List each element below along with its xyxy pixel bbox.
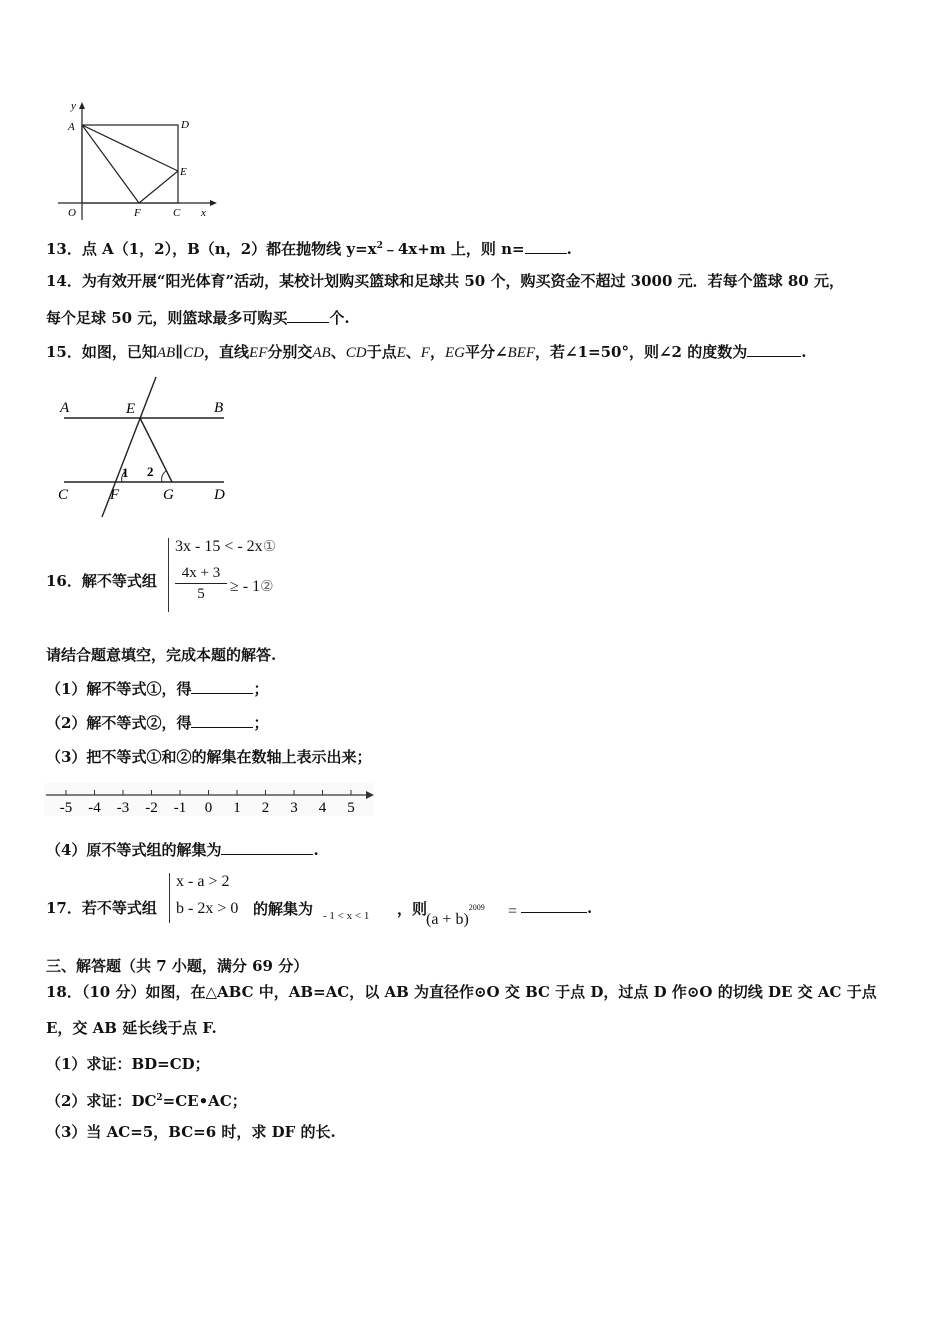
tick-label: 5 bbox=[347, 800, 355, 816]
q16-step-4: （4）原不等式组的解集为 . bbox=[46, 841, 319, 859]
label-a: A bbox=[60, 400, 70, 416]
tick-label: 0 bbox=[204, 800, 213, 816]
tick-label: 3 bbox=[290, 800, 298, 816]
section-3-title: 三、解答题（共 7 小题，满分 69 分） bbox=[46, 957, 309, 975]
tick-label: 2 bbox=[261, 800, 270, 816]
question-15: 15．如图，已知AB∥CD，直线EF分别交AB、CD于点E、F，EG平分∠BEF，若∠1=50°，则∠2 的度数为 . bbox=[46, 343, 807, 361]
q15-answer-blank[interactable] bbox=[747, 342, 801, 357]
q18-line2: E，交 AB 延长线于点 F. bbox=[46, 1019, 217, 1037]
label-y: y bbox=[71, 100, 76, 112]
number-line[interactable] bbox=[44, 783, 379, 819]
q17-expression: $(a + b)^{2009}$ bbox=[426, 903, 485, 928]
q17-mid: 的解集为 bbox=[253, 900, 314, 918]
q16-step-3: （3）把不等式①和②的解集在数轴上表示出来； bbox=[46, 748, 372, 766]
q18-part3: （3）当 AC=5，BC=6 时，求 DF 的长. bbox=[46, 1123, 336, 1141]
q18-line1: 18．（10 分）如图，在△ABC 中，AB=AC，以 AB 为直径作⊙O 交 BC 于点 D，过点 D 作⊙O 的切线 DE 交 AC 于点 bbox=[46, 983, 877, 1001]
q16-numerator: 4x + 3 bbox=[175, 565, 227, 584]
label-d: D bbox=[214, 487, 225, 503]
q13-superscript: 2 bbox=[376, 241, 383, 251]
question-14-line1: 14．为有效开展“阳光体育”活动，某校计划购买篮球和足球共 50 个，购买资金不超过 3000 元．若每个篮球 80 元， bbox=[46, 272, 844, 290]
q16-step2-blank[interactable] bbox=[191, 713, 253, 728]
q13-answer-blank[interactable] bbox=[525, 239, 567, 254]
label-c: C bbox=[173, 207, 181, 219]
label-f: F bbox=[110, 487, 120, 503]
label-c: C bbox=[58, 487, 69, 503]
q16-intro: 请结合题意填空，完成本题的解答. bbox=[46, 646, 277, 664]
question-13: 13．点 A（1，2），B（n，2）都在抛物线 $y=x^2﹣4x+m$ 上，则 n= . bbox=[46, 240, 572, 258]
q16-system-brace bbox=[168, 538, 169, 612]
q16-inequality-2: ≥ - 1② bbox=[230, 578, 274, 595]
q16-step-1: （1）解不等式①，得 ； bbox=[46, 680, 269, 698]
q17-range: - 1 < x < 1 bbox=[323, 910, 370, 922]
q16-label: 16．解不等式组 bbox=[46, 572, 157, 590]
tick-label: -5 bbox=[59, 800, 73, 816]
q17-exponent: 2009 bbox=[468, 903, 485, 912]
tick-label: 4 bbox=[318, 800, 327, 816]
q16-fraction bbox=[175, 565, 227, 603]
q17-answer-blank[interactable] bbox=[521, 898, 587, 913]
label-a: A bbox=[68, 121, 75, 133]
label-o: O bbox=[68, 207, 76, 219]
q13-text: 点 A（1，2），B（n，2）都在抛物线 y=x bbox=[81, 240, 377, 258]
q16-step1-blank[interactable] bbox=[191, 679, 253, 694]
label-d: D bbox=[181, 119, 189, 131]
q17-inequality-1: x - a > 2 bbox=[176, 873, 230, 890]
parallel-lines-figure bbox=[52, 373, 237, 523]
label-x: x bbox=[201, 207, 206, 219]
q17-then: ，则 bbox=[397, 900, 428, 918]
q16-step4-blank[interactable] bbox=[221, 840, 313, 855]
q17-equals: = bbox=[508, 903, 518, 920]
tick-label: -4 bbox=[88, 800, 101, 816]
q16-step-2: （2）解不等式②，得 ； bbox=[46, 714, 269, 732]
tick-label: 1 bbox=[233, 800, 241, 816]
q16-inequality-1: 3x - 15 < - 2x① bbox=[175, 538, 277, 555]
tick-label: -1 bbox=[173, 800, 187, 816]
label-b: B bbox=[214, 400, 224, 416]
label-e: E bbox=[180, 166, 187, 178]
tick-label: -2 bbox=[145, 800, 158, 816]
tick-label: -3 bbox=[116, 800, 130, 816]
coordinate-figure bbox=[50, 100, 220, 225]
q18-part1: （1）求证：BD=CD； bbox=[46, 1055, 210, 1073]
line-eg bbox=[140, 418, 172, 482]
q13-text-b: ﹣4x+m 上，则 n= bbox=[382, 240, 525, 258]
question-14-line2: 每个足球 50 元，则篮球最多可购买 个. bbox=[46, 309, 350, 327]
q17-inequality-2: b - 2x > 0 bbox=[176, 900, 239, 917]
q17-answer: . bbox=[521, 898, 592, 917]
label-angle-1: 1 bbox=[122, 465, 129, 480]
q17-label: 17．若不等式组 bbox=[46, 899, 157, 917]
q17-system-brace bbox=[169, 873, 170, 923]
label-f: F bbox=[134, 207, 141, 219]
q18-part2: （2）求证：$DC^2=CE•AC$； bbox=[46, 1092, 247, 1110]
label-g: G bbox=[163, 487, 174, 503]
q13-number: 13． bbox=[46, 240, 82, 258]
q16-denominator: 5 bbox=[197, 586, 205, 602]
label-angle-2: 2 bbox=[147, 464, 154, 479]
label-e: E bbox=[126, 401, 136, 417]
q14-answer-blank[interactable] bbox=[287, 308, 329, 323]
